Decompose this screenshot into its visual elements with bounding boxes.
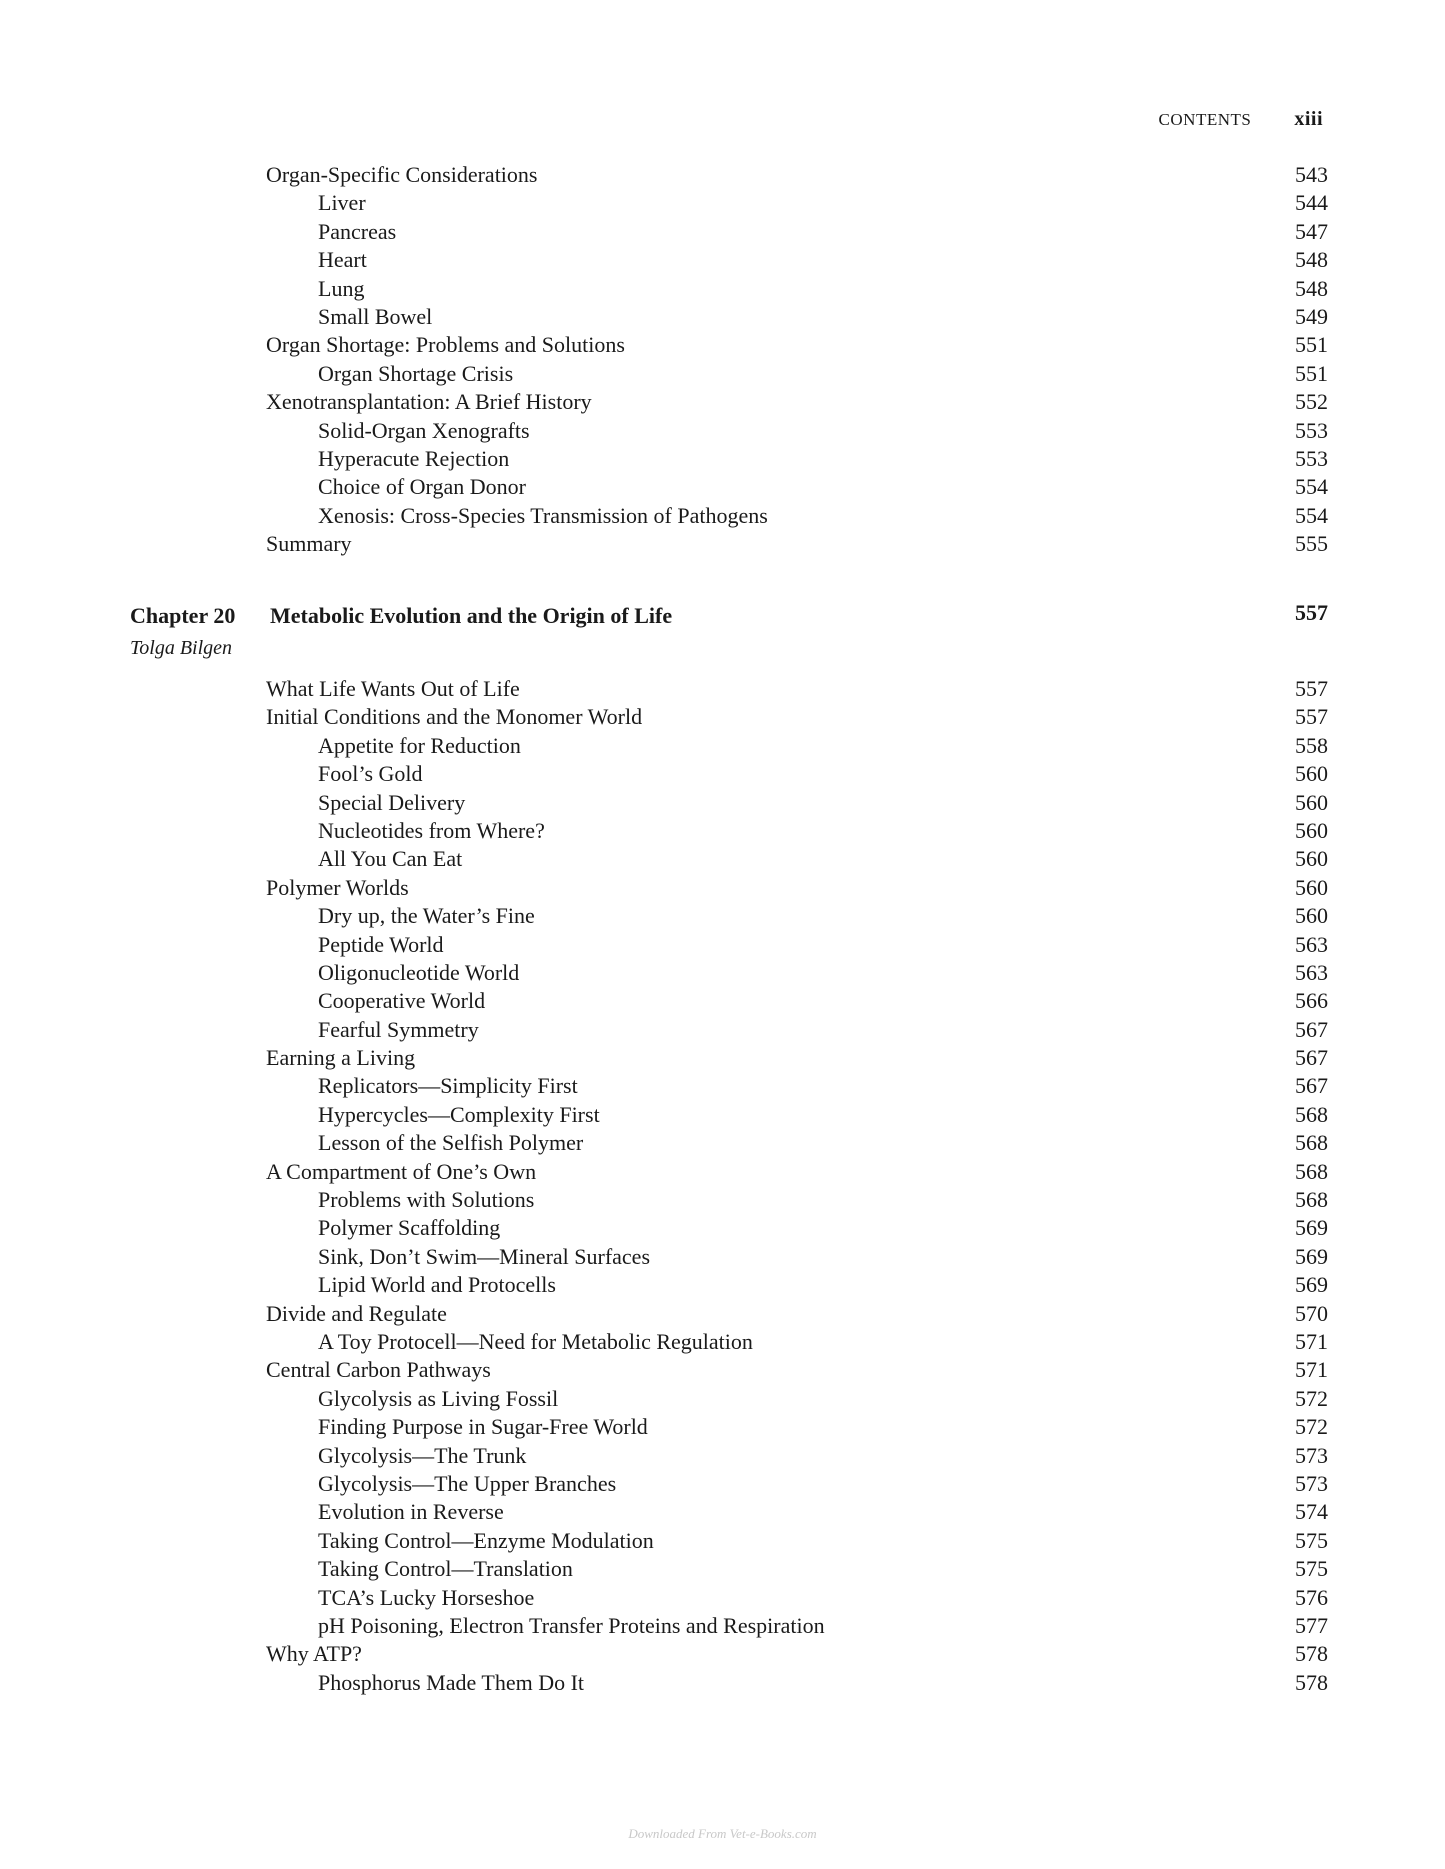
toc-entry	[0, 1243, 1445, 1271]
toc-entry	[0, 874, 1445, 902]
toc-entry-title: A Toy Protocell—Need for Metabolic Regulation	[318, 1328, 753, 1354]
toc-entry-title: TCA’s Lucky Horseshoe	[318, 1584, 535, 1610]
toc-entry-page: 566	[1295, 988, 1328, 1014]
toc-entry-page: 563	[1295, 959, 1328, 985]
toc-entry-title: Nucleotides from Where?	[318, 817, 545, 843]
toc-entry-title: Why ATP?	[266, 1641, 362, 1667]
toc-entry	[0, 1584, 1445, 1612]
toc-entry-page: 560	[1295, 761, 1328, 787]
toc-entry-title: Solid-Organ Xenografts	[318, 417, 530, 443]
toc-entry-title: Sink, Don’t Swim—Mineral Surfaces	[318, 1243, 651, 1269]
toc-entry-page: 554	[1295, 502, 1328, 528]
toc-entry	[0, 760, 1445, 788]
toc-entry-title: Appetite for Reduction	[318, 732, 521, 758]
toc-entry-title: Lipid World and Protocells	[318, 1272, 556, 1298]
toc-entry	[0, 331, 1445, 359]
toc-entry-title: Xenosis: Cross-Species Transmission of Pathogens	[318, 502, 768, 528]
toc-entry	[0, 1612, 1445, 1640]
toc-entry-title: Polymer Worlds	[266, 874, 409, 900]
toc-entry-page: 560	[1295, 903, 1328, 929]
toc-entry	[0, 473, 1445, 501]
toc-entry	[0, 1072, 1445, 1100]
toc-entry-page: 560	[1295, 846, 1328, 872]
toc-entry	[0, 789, 1445, 817]
toc-entry-page: 578	[1295, 1669, 1328, 1695]
toc-entry-page: 569	[1295, 1243, 1328, 1269]
toc-entry-title: Choice of Organ Donor	[318, 474, 526, 500]
toc-entry	[0, 1300, 1445, 1328]
toc-entry-title: Taking Control—Translation	[318, 1556, 573, 1582]
toc-entry-page: 572	[1295, 1385, 1328, 1411]
toc-entry-title: Organ-Specific Considerations	[266, 162, 538, 187]
toc-entry-title: Hyperacute Rejection	[318, 445, 510, 471]
toc-entry	[0, 1328, 1445, 1356]
toc-entry	[0, 161, 1445, 189]
toc-entry	[0, 1442, 1445, 1470]
toc-entry-title: Dry up, the Water’s Fine	[318, 903, 535, 929]
toc-entry	[0, 1669, 1445, 1697]
toc-entry-title: Pancreas	[318, 218, 397, 244]
toc-entry-title: Hypercycles—Complexity First	[318, 1101, 600, 1127]
toc-entry-page: 568	[1295, 1187, 1328, 1213]
toc-entry	[0, 817, 1445, 845]
watermark: Downloaded From Vet-e-Books.com	[628, 1826, 817, 1841]
toc-entry-title: Glycolysis as Living Fossil	[318, 1385, 559, 1411]
running-head	[1159, 108, 1323, 131]
toc-entry-page: 560	[1295, 789, 1328, 815]
toc-entry-page: 548	[1295, 275, 1328, 301]
toc-entry-page: 568	[1295, 1101, 1328, 1127]
toc-entry-title: Small Bowel	[318, 303, 433, 329]
toc-entry-title: Divide and Regulate	[266, 1300, 447, 1326]
toc-entry-page: 568	[1295, 1158, 1328, 1184]
toc-entry-page: 544	[1295, 190, 1328, 216]
toc-entry-title: Phosphorus Made Them Do It	[318, 1669, 585, 1695]
chapter-title: Metabolic Evolution and the Origin of Life	[270, 603, 673, 628]
toc-entry	[0, 445, 1445, 473]
toc-entry	[0, 1470, 1445, 1498]
toc-entry-title: What Life Wants Out of Life	[266, 676, 520, 701]
toc-entry-title: All You Can Eat	[318, 846, 463, 872]
toc-entry-title: Polymer Scaffolding	[318, 1215, 501, 1241]
toc-entry-page: 575	[1295, 1556, 1328, 1582]
toc-entry	[0, 530, 1445, 558]
chapter-author: Tolga Bilgen	[130, 637, 233, 659]
toc-entry	[0, 902, 1445, 930]
toc-entry-page: 574	[1295, 1499, 1328, 1525]
toc-entry-title: Replicators—Simplicity First	[318, 1073, 578, 1099]
toc-entry	[0, 1129, 1445, 1157]
toc-entry-title: Lung	[318, 275, 365, 301]
toc-entry-title: Glycolysis—The Upper Branches	[318, 1470, 617, 1496]
toc-entry	[0, 1527, 1445, 1555]
toc-entry-page: 573	[1295, 1470, 1328, 1496]
toc-entry-title: Oligonucleotide World	[318, 959, 520, 985]
toc-entry-title: pH Poisoning, Electron Transfer Proteins and Respiration	[318, 1612, 825, 1638]
toc-entry-page: 571	[1295, 1357, 1328, 1383]
toc-entry	[0, 275, 1445, 303]
toc-section-chapter-20	[0, 675, 1445, 1697]
toc-entry-page: 555	[1295, 531, 1328, 557]
toc-entry	[0, 360, 1445, 388]
chapter-number: Chapter 20	[130, 603, 236, 628]
toc-entry-page: 567	[1295, 1073, 1328, 1099]
toc-entry	[0, 502, 1445, 530]
toc-entry-title: Peptide World	[318, 931, 444, 957]
toc-entry	[0, 1413, 1445, 1441]
toc-entry	[0, 388, 1445, 416]
toc-entry	[0, 417, 1445, 445]
toc-entry-page: 557	[1295, 676, 1328, 701]
toc-entry-page: 576	[1295, 1584, 1328, 1610]
toc-entry-title: Cooperative World	[318, 988, 486, 1014]
toc-entry-title: Organ Shortage: Problems and Solutions	[266, 332, 625, 358]
toc-entry-title: Initial Conditions and the Monomer World	[266, 704, 643, 730]
running-head-label: CONTENTS	[1158, 110, 1252, 129]
toc-entry-title: Heart	[318, 247, 367, 273]
toc-entry	[0, 703, 1445, 731]
toc-entry-title: Liver	[318, 190, 366, 216]
toc-entry	[0, 1498, 1445, 1526]
toc-entry-page: 572	[1295, 1414, 1328, 1440]
toc-entry-page: 570	[1295, 1300, 1328, 1326]
toc-entry-title: Earning a Living	[266, 1045, 416, 1071]
toc-entry-page: 558	[1295, 732, 1328, 758]
toc-entry	[0, 1016, 1445, 1044]
toc-entry-title: Taking Control—Enzyme Modulation	[318, 1527, 654, 1553]
toc-entry	[0, 218, 1445, 246]
toc-entry	[0, 1385, 1445, 1413]
toc-entry-page: 571	[1295, 1328, 1328, 1354]
toc-entry-page: 551	[1295, 360, 1328, 386]
toc-entry-page: 567	[1295, 1045, 1328, 1071]
toc-entry-title: Fearful Symmetry	[318, 1016, 479, 1042]
toc-entry	[0, 1271, 1445, 1299]
toc-entry-page: 560	[1295, 817, 1328, 843]
toc-entry	[0, 1640, 1445, 1668]
toc-section-before-chapter	[0, 161, 1445, 558]
toc-entry	[0, 931, 1445, 959]
toc-entry	[0, 1044, 1445, 1072]
running-head-page-number: xiii	[1294, 108, 1323, 130]
toc-entry	[0, 1158, 1445, 1186]
toc-entry-page: 551	[1295, 332, 1328, 358]
toc-entry-title: Organ Shortage Crisis	[318, 360, 514, 386]
toc-entry-page: 547	[1295, 218, 1328, 244]
toc-entry	[0, 1555, 1445, 1583]
toc-entry-title: Fool’s Gold	[318, 761, 423, 787]
toc-entry	[0, 1356, 1445, 1384]
toc-entry-page: 563	[1295, 931, 1328, 957]
toc-entry-title: Problems with Solutions	[318, 1187, 535, 1213]
toc-entry-title: Central Carbon Pathways	[266, 1357, 491, 1383]
toc-entry-title: A Compartment of One’s Own	[266, 1158, 537, 1184]
toc-entry-title: Summary	[266, 531, 352, 557]
toc-entry	[0, 675, 1445, 703]
toc-entry-page: 543	[1295, 162, 1328, 187]
toc-entry	[0, 959, 1445, 987]
toc-entry	[0, 1186, 1445, 1214]
toc-entry-page: 567	[1295, 1016, 1328, 1042]
toc-entry-page: 553	[1295, 417, 1328, 443]
toc-entry-title: Finding Purpose in Sugar-Free World	[318, 1414, 648, 1440]
toc-entry-page: 548	[1295, 247, 1328, 273]
toc-entry-title: Special Delivery	[318, 789, 466, 815]
toc-entry	[0, 246, 1445, 274]
toc-entry-page: 577	[1295, 1612, 1328, 1638]
toc-entry-title: Lesson of the Selfish Polymer	[318, 1130, 584, 1156]
toc-entry-title: Xenotransplantation: A Brief History	[266, 389, 592, 415]
toc-entry	[0, 1101, 1445, 1129]
toc-entry-title: Glycolysis—The Trunk	[318, 1442, 527, 1468]
toc-entry-page: 553	[1295, 445, 1328, 471]
toc-entry-page: 569	[1295, 1215, 1328, 1241]
toc-entry-page: 573	[1295, 1442, 1328, 1468]
toc-entry-page: 569	[1295, 1272, 1328, 1298]
toc-entry-page: 560	[1295, 874, 1328, 900]
toc-entry	[0, 1214, 1445, 1242]
toc-entry-title: Evolution in Reverse	[318, 1499, 504, 1525]
toc-entry	[0, 189, 1445, 217]
toc-entry	[0, 732, 1445, 760]
toc-entry	[0, 303, 1445, 331]
toc-entry-page: 554	[1295, 474, 1328, 500]
toc-entry-page: 578	[1295, 1641, 1328, 1667]
toc-entry-page: 549	[1295, 303, 1328, 329]
chapter-page-number: 557	[1295, 600, 1328, 625]
toc-entry-page: 575	[1295, 1527, 1328, 1553]
toc-entry	[0, 845, 1445, 873]
toc-entry-page: 568	[1295, 1130, 1328, 1156]
toc-entry	[0, 987, 1445, 1015]
toc-entry-page: 557	[1295, 704, 1328, 730]
toc-entry-page: 552	[1295, 389, 1328, 415]
